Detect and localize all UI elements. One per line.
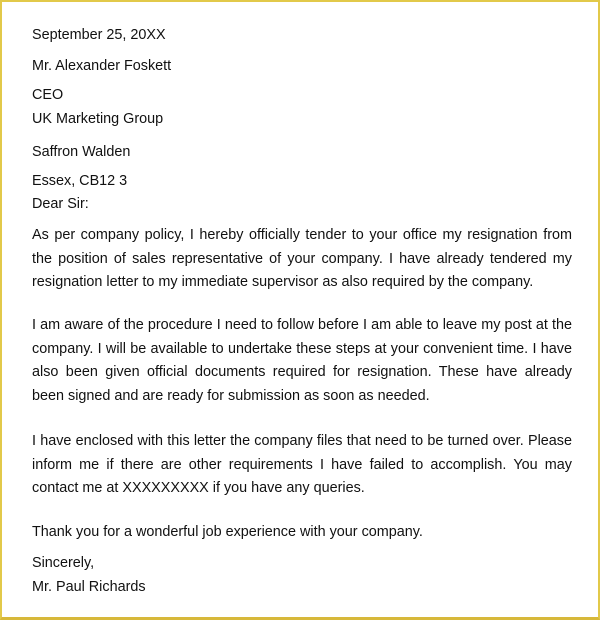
body-paragraph-2: I am aware of the procedure I need to follow before I am able to leave my post at the company. I will be available to undertake these steps at your convenient time. I have also been given official documents required for resignation. These have already been signed and are ready for submission as soon as needed. bbox=[32, 317, 572, 404]
letter-date: September 25, 20XX bbox=[32, 27, 166, 43]
body-paragraph-1: As per company policy, I hereby officially tender to your office my resignation from the position of sales representative of your company. I have already tendered my resignation letter to my immediate supervisor as also required by the company. bbox=[32, 227, 572, 290]
recipient-company: UK Marketing Group bbox=[32, 111, 164, 127]
salutation: Dear Sir: bbox=[32, 196, 89, 212]
body-paragraph-3: I have enclosed with this letter the company files that need to be turned over. Please inform me if there are other requirements I have failed to accomplish. You may contact me at XXXXXXXXX if you have any queries. bbox=[32, 433, 572, 496]
signature-name: Mr. Paul Richards bbox=[32, 579, 146, 595]
body-paragraph-4: Thank you for a wonderful job experience with your company. bbox=[32, 524, 423, 540]
recipient-name: Mr. Alexander Foskett bbox=[32, 58, 172, 74]
recipient-address-line2: Essex, CB12 3 bbox=[32, 173, 128, 189]
recipient-title: CEO bbox=[32, 87, 64, 103]
recipient-address-line1: Saffron Walden bbox=[32, 144, 131, 160]
closing: Sincerely, bbox=[32, 555, 95, 571]
